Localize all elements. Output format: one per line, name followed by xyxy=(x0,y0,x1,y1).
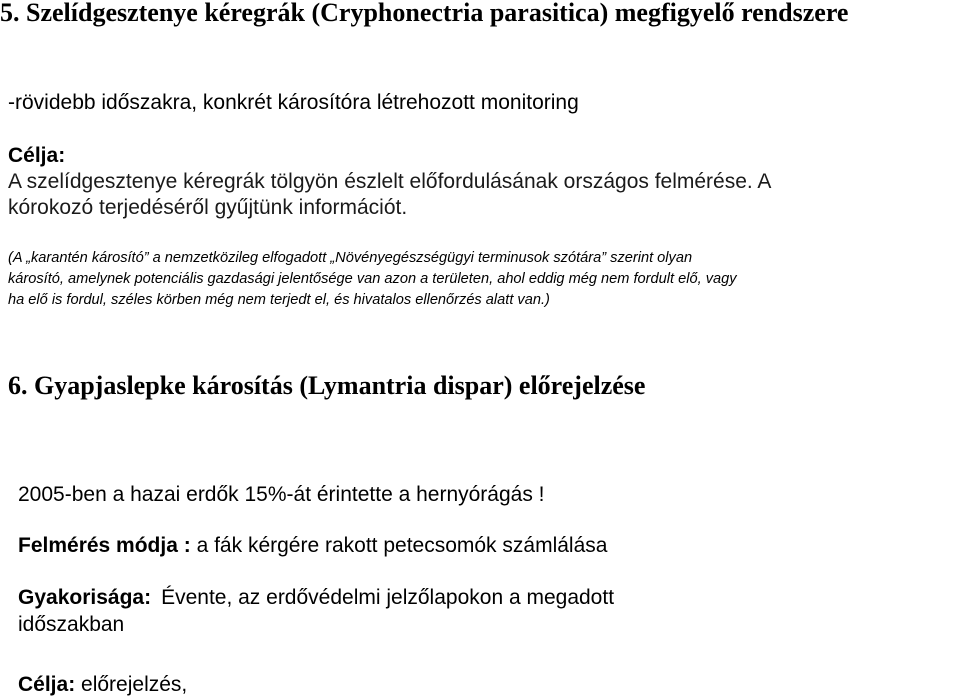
intro-line: -rövidebb időszakra, konkrét károsítóra létrehozott monitoring xyxy=(8,91,579,114)
goal-text-line-2: kórokozó terjedéséről gyűjtünk információt. xyxy=(8,196,408,219)
frequency-text-1: Évente, az erdővédelmi jelzőlapokon a megadott xyxy=(161,586,615,609)
section-5-heading xyxy=(0,0,848,29)
note-line-2: károsító, amelynek potenciális gazdasági jelentősége van azon a területen, ahol eddig még nem fordult elő, vagy xyxy=(8,271,737,287)
section-6-latin-name: (Lymantria dispar) xyxy=(299,371,513,400)
goal-text-line-1: A szelídgesztenye kéregrák tölgyön észlelt előfordulásának országos felmérése. A xyxy=(8,170,772,193)
method-text: a fák kérgére rakott petecsomók számlálása xyxy=(196,534,608,557)
fact-2005: 2005-ben a hazai erdők 15%-át érintette a hernyórágás ! xyxy=(18,483,545,506)
section-5-number: 5. xyxy=(0,0,20,27)
frequency-text-2: időszakban xyxy=(18,613,125,636)
note-line-3: ha elő is fordul, széles körben még nem terjedt el, és hivatalos ellenőrzés alatt van.) xyxy=(8,292,550,308)
section-5-latin-name: (Cryphonectria parasitica) xyxy=(311,0,609,27)
note-line-1: (A „karantén károsító” a nemzetközileg elfogadott „Növényegészségügyi terminusok szótára” szerint olyan xyxy=(8,250,693,266)
goal-label: Célja: xyxy=(8,144,66,167)
section-6-title-end: előrejelzése xyxy=(518,371,646,400)
goal2-line xyxy=(18,672,187,698)
frequency-block xyxy=(18,584,614,638)
goal-block xyxy=(8,143,771,221)
section-5-title-end: megfigyelő rendszere xyxy=(614,0,849,27)
section-5-title: Szelídgesztenye kéregrák xyxy=(26,0,305,27)
goal2-text: előrejelzés, xyxy=(81,673,188,696)
section-6-heading xyxy=(8,369,645,403)
goal2-label: Célja: xyxy=(18,673,76,696)
frequency-label: Gyakorisága: xyxy=(18,586,152,609)
quarantine-note xyxy=(8,248,737,311)
section-6-number: 6. xyxy=(8,371,28,400)
section-6-title: Gyapjaslepke károsítás xyxy=(34,371,293,400)
frequency-line-1 xyxy=(18,584,614,611)
method-line xyxy=(18,533,607,559)
method-label: Felmérés módja : xyxy=(18,534,191,557)
